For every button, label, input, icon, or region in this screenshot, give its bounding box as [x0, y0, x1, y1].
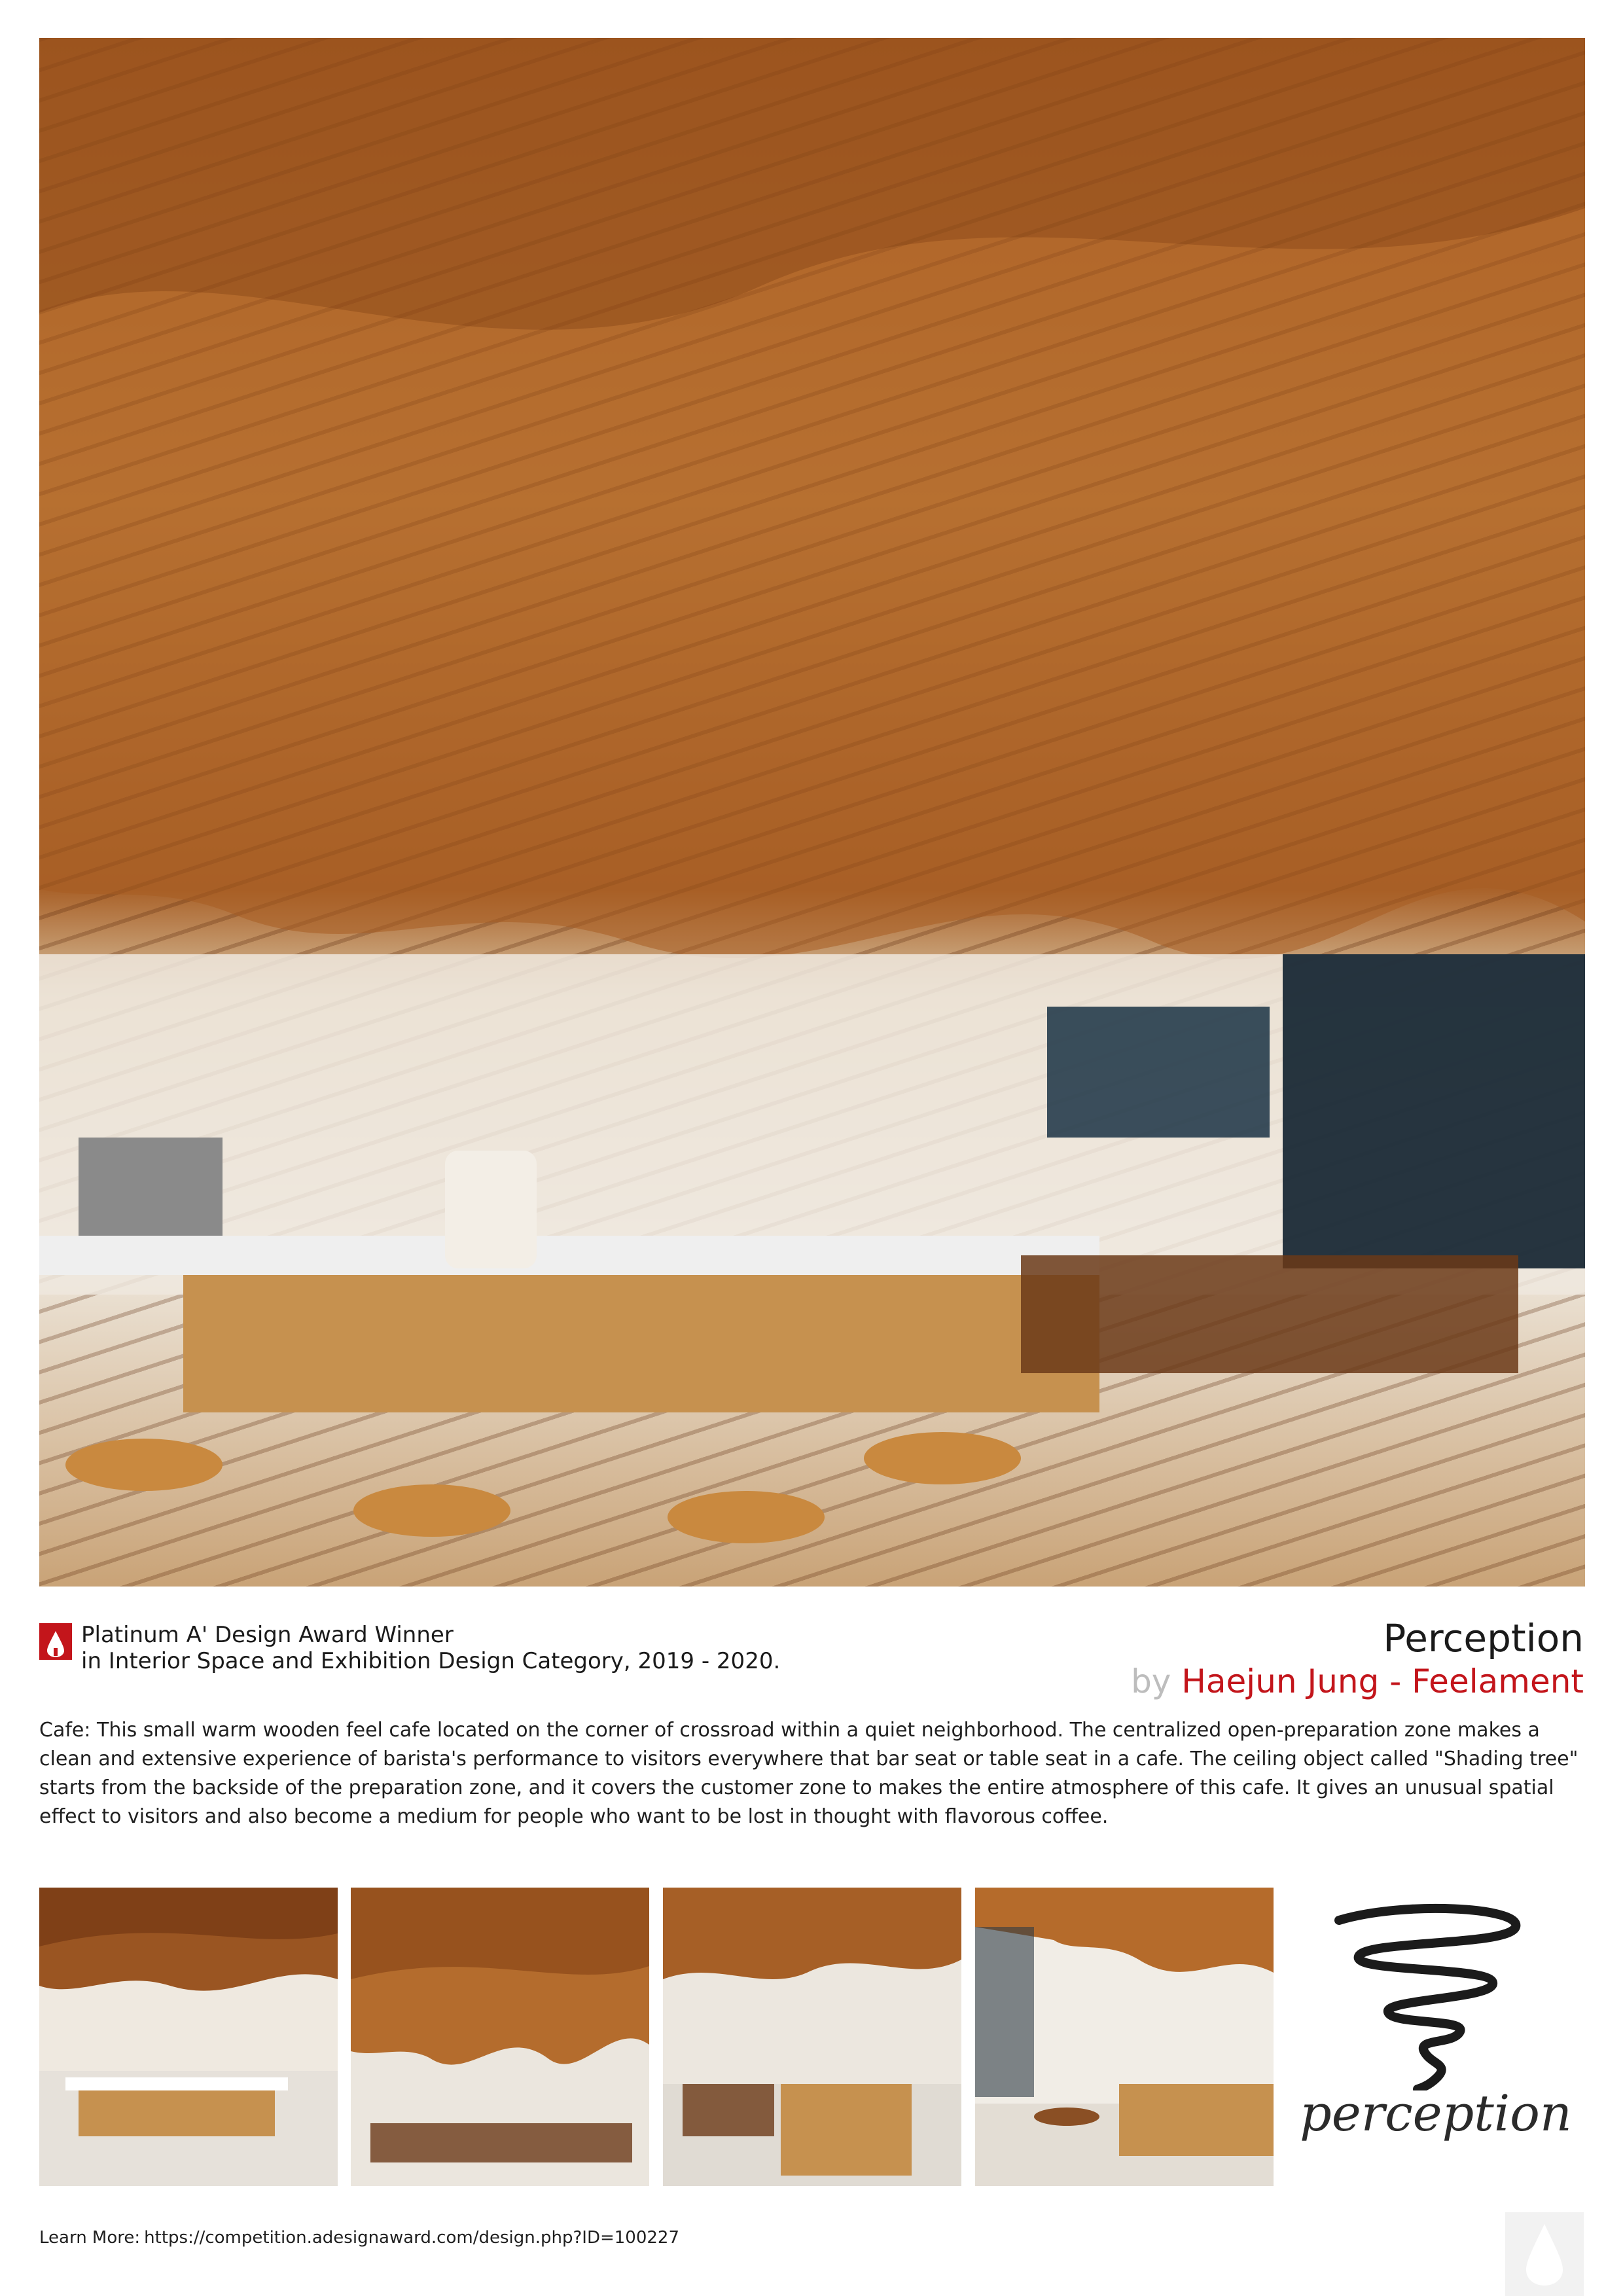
thumbnail-photo-3	[663, 1888, 961, 2186]
learn-more-label: Learn More:	[39, 2228, 141, 2248]
thumbnail-4-illustration	[975, 1888, 1274, 2186]
hero-photo-illustration	[39, 38, 1585, 1587]
designer-name: Haejun Jung - Feelament	[1181, 1662, 1584, 1700]
byline	[1131, 1662, 1584, 1700]
award-category: in Interior Space and Exhibition Design Category, 2019 - 2020.	[81, 1648, 781, 1674]
by-label: by	[1131, 1662, 1171, 1700]
watermark-logo-icon	[1505, 2212, 1584, 2296]
thumbnail-3-illustration	[663, 1888, 961, 2186]
learn-more-line	[39, 2228, 679, 2248]
thumbnail-2-illustration	[351, 1888, 649, 2186]
award-title: Platinum A' Design Award Winner	[81, 1622, 454, 1648]
thumbnail-photo-4	[975, 1888, 1274, 2186]
perception-swirl-icon	[1326, 1901, 1535, 2090]
brand-wordmark: perception	[1300, 2084, 1572, 2142]
hero-photo	[39, 38, 1585, 1587]
project-title: Perception	[1383, 1616, 1584, 1660]
learn-more-link[interactable]: https://competition.adesignaward.com/design.php?ID=100227	[144, 2228, 680, 2248]
project-description: Cafe: This small warm wooden feel cafe located on the corner of crossroad within a quiet neighborhood. The centralized open-preparation zone makes a clean and extensive experience of barista's performance to visitors everywhere that bar seat or table seat in a cafe. The ceiling object called "Shading tree" starts from the backside of the preparation zone, and it covers the customer zone to makes the entire atmosphere of this cafe. It gives an unusual spatial effect to visitors and also become a medium for people who want to be lost in thought with flavorous coffee.	[39, 1719, 1578, 1828]
thumbnail-photo-1	[39, 1888, 338, 2186]
brand-logo	[1287, 1888, 1585, 2186]
thumbnail-1-illustration	[39, 1888, 338, 2186]
thumbnail-photo-2	[351, 1888, 649, 2186]
award-logo-icon	[39, 1623, 72, 1660]
